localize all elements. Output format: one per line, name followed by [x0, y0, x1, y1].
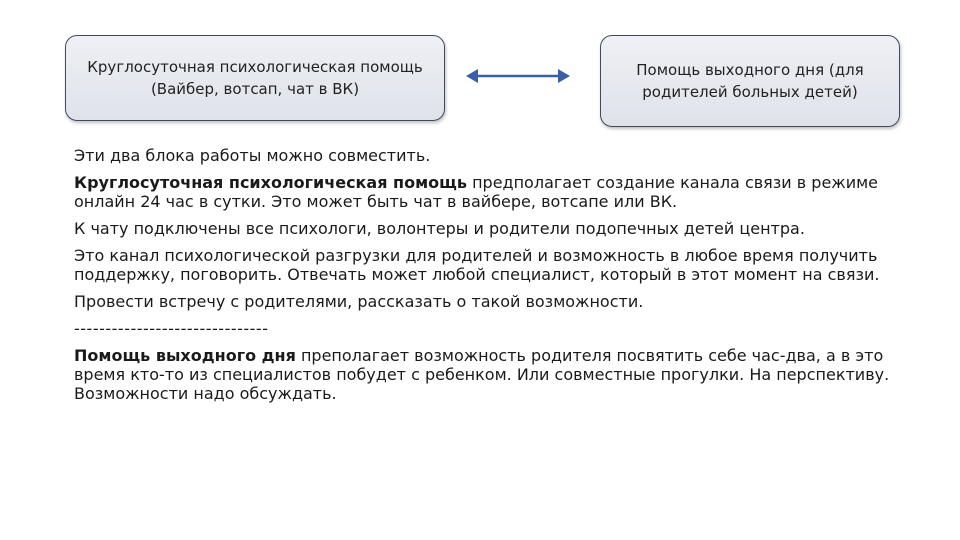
service-box-weekend-subtitle: родителей больных детей) — [642, 83, 858, 101]
service-box-weekend-help — [600, 35, 900, 127]
paragraph-weekend-help-body: преполагает возможность родителя посвятить себе час-два, а в это время кто-то из специалистов побудет с ребенком. Или совместные прогулки. На перспективу. Возможности надо обсуждать. — [74, 346, 890, 403]
service-box-24h-support — [65, 35, 445, 121]
paragraph-24h-support — [74, 173, 894, 211]
service-box-24h-channels: (Вайбер, вотсап, чат в ВК) — [150, 80, 360, 98]
text-divider: ------------------------------- — [74, 319, 269, 338]
paragraph-relief-channel: Это канал психологической разгрузки для родителей и возможность в любое время получить поддержку, поговорить. Отвечать может любой специалист, который в этот момент на связи. — [74, 246, 880, 284]
double-headed-arrow-icon — [466, 66, 570, 86]
description-text — [74, 146, 894, 411]
paragraph-weekend-help — [74, 346, 894, 403]
paragraph-chat-members: К чату подключены все психологи, волонтеры и родители подопечных детей центра. — [74, 219, 805, 238]
service-box-weekend-title: Помощь выходного дня (для — [636, 61, 864, 79]
paragraph-24h-support-heading: Круглосуточная психологическая помощь — [74, 173, 467, 192]
paragraph-meeting: Провести встречу с родителями, рассказать о такой возможности. — [74, 292, 644, 311]
service-box-24h-title: Круглосуточная психологическая помощь — [87, 58, 423, 76]
paragraph-24h-support-body: предполагает создание канала связи в режиме онлайн 24 час в сутки. Это может быть чат в вайбере, вотсапе или ВК. — [74, 173, 879, 211]
paragraph-combine: Эти два блока работы можно совместить. — [74, 146, 431, 165]
paragraph-weekend-help-heading: Помощь выходного дня — [74, 346, 296, 365]
